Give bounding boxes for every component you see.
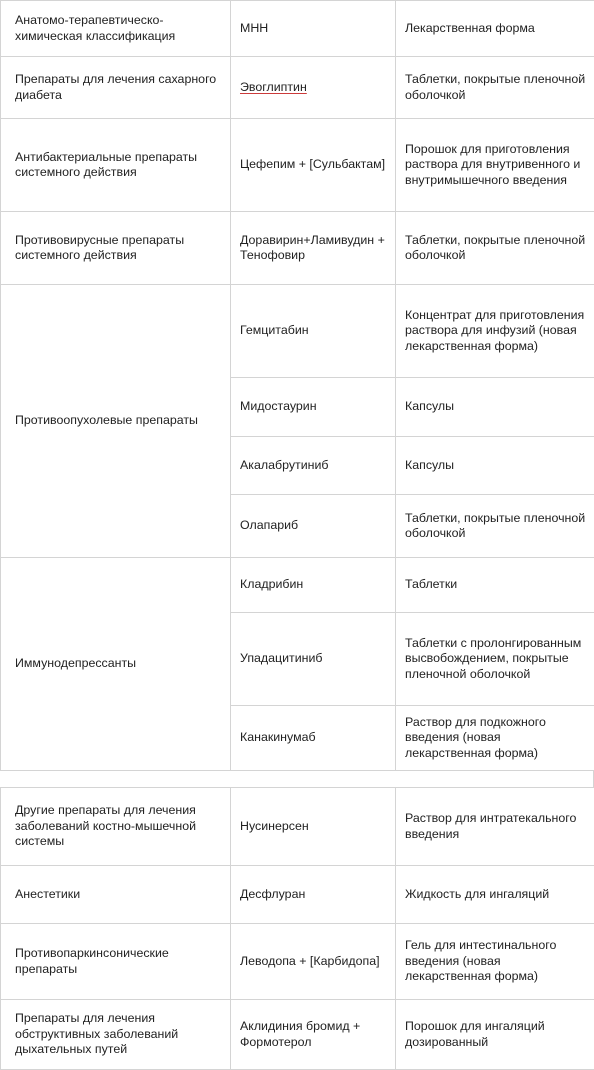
cell-form: Порошок для ингаляций дозированный	[396, 1000, 594, 1070]
cell-mnn: Десфлуран	[231, 866, 396, 924]
cell-form: Концентрат для приготовления раствора для инфузий (новая лекарственная форма)	[396, 285, 594, 378]
cell-class: Противопаркинсонические препараты	[1, 924, 231, 1000]
table-row	[1, 788, 594, 866]
cell-class: Антибактериальные препараты системного действия	[1, 119, 231, 212]
cell-class: Противоопухолевые препараты	[1, 285, 231, 558]
cell-mnn: Акалабрутиниб	[231, 437, 396, 495]
cell-form: Раствор для подкожного введения (новая лекарственная форма)	[396, 706, 594, 771]
cell-mnn: Упадацитиниб	[231, 613, 396, 706]
cell-mnn: Доравирин+Ламивудин + Тенофовир	[231, 212, 396, 285]
cell-form: Таблетки	[396, 558, 594, 613]
header-form: Лекарственная форма	[396, 1, 594, 57]
header-atc: Анатомо-терапевтическо-химическая классификация	[1, 1, 231, 57]
cell-form: Жидкость для ингаляций	[396, 866, 594, 924]
cell-mnn: Цефепим + [Сульбактам]	[231, 119, 396, 212]
cell-mnn: Эвоглиптин	[231, 57, 396, 119]
cell-mnn: Мидостаурин	[231, 378, 396, 437]
table-row	[1, 119, 594, 212]
cell-form: Раствор для интратекального введения	[396, 788, 594, 866]
cell-form: Капсулы	[396, 378, 594, 437]
header-mnn: МНН	[231, 1, 396, 57]
cell-form: Гель для интестинального введения (новая лекарственная форма)	[396, 924, 594, 1000]
cell-mnn: Олапариб	[231, 495, 396, 558]
cell-form: Таблетки с пролонгированным высвобождением, покрытые пленочной оболочкой	[396, 613, 594, 706]
cell-form: Таблетки, покрытые пленочной оболочкой	[396, 212, 594, 285]
cell-class: Препараты для лечения обструктивных заболеваний дыхательных путей	[1, 1000, 231, 1070]
table-header-row	[1, 1, 594, 57]
cell-class: Другие препараты для лечения заболеваний костно-мышечной системы	[1, 788, 231, 866]
cell-class: Анестетики	[1, 866, 231, 924]
cell-class: Иммунодепрессанты	[1, 558, 231, 771]
cell-form: Порошок для приготовления раствора для внутривенного и внутримышечного введения	[396, 119, 594, 212]
cell-mnn: Аклидиния бромид + Формотерол	[231, 1000, 396, 1070]
table-row	[1, 285, 594, 378]
table-row	[1, 866, 594, 924]
cell-class: Противовирусные препараты системного действия	[1, 212, 231, 285]
table-row	[1, 558, 594, 613]
cell-mnn: Леводопа + [Карбидопа]	[231, 924, 396, 1000]
cell-form: Таблетки, покрытые пленочной оболочкой	[396, 57, 594, 119]
table-row	[1, 1000, 594, 1070]
cell-mnn: Канакинумаб	[231, 706, 396, 771]
cell-mnn: Гемцитабин	[231, 285, 396, 378]
cell-class: Препараты для лечения сахарного диабета	[1, 57, 231, 119]
cell-mnn: Кладрибин	[231, 558, 396, 613]
cell-mnn: Нусинерсен	[231, 788, 396, 866]
drug-table-part-2	[0, 787, 594, 1070]
cell-form: Таблетки, покрытые пленочной оболочкой	[396, 495, 594, 558]
table-row	[1, 57, 594, 119]
cell-form: Капсулы	[396, 437, 594, 495]
table-row	[1, 212, 594, 285]
table-row	[1, 924, 594, 1000]
table-gap	[0, 771, 594, 787]
